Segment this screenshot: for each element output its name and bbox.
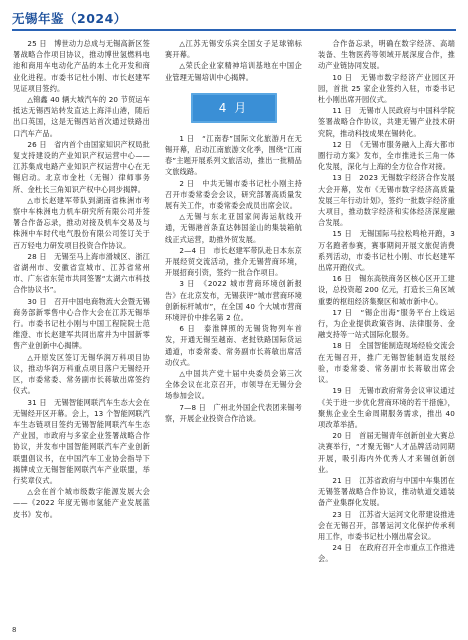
paragraph: 31 日 无锡智能网联汽车生态大会在无锡经开区开幕。会上，13 个智能网联汽车生态链项目签约无锡智能网联汽车生态产业园，市政府与多家企业签署战略合作协议，并发布中国智能网联汽车产业创新联盟倡议书，在中国汽车工业协会指导下揭牌成立无锡智能网联汽车产业联盟，举行奖章仪式。: [13, 397, 150, 485]
text-column-3: [318, 38, 455, 620]
text-column-2: [165, 38, 302, 620]
paragraph: 23 日 江苏省大运河文化带建设推进会在无锡召开，部署运河文化保护传承利用工作，市委书记杜小刚出席会议。: [318, 509, 455, 541]
paragraph: △锦鑫 40 辆大城汽车的 20 节贸运车抵达无锡西站转发直达上海洋山港，随后出口英国，这是无锡西站首次通过铁路出口汽车产品。: [13, 95, 150, 138]
paragraph: 21 日 江苏省政府与中国中车集团在无锡签署战略合作协议，推动轨道交通装备产业集群化发展。: [318, 475, 455, 508]
text-column-1: [13, 38, 150, 620]
paragraph: △中国共产党十届中央委员会第三次全体会议在北京召开，市领导在无锡分会场参加会议。: [165, 369, 302, 401]
page-header: [0, 0, 468, 32]
paragraph: 18 日 全国智能制造现场经验交流会在无锡召开，推广无锡智能制造发展经验，市委常委、常务副市长蒋敏出席会议。: [318, 341, 455, 385]
paragraph: 2—4 日 市长赵建军带队赴日本东京开展经贸交流活动，推介无锡营商环境，开展招商引资，签约一批合作项目。: [165, 245, 302, 278]
paragraph: 19 日 无锡市政府常务会议审议通过《关于进一步优化营商环境的若干措施》，聚焦企业全生命周期服务需求，推出 40 项改革举措。: [318, 386, 455, 429]
paragraph: △江苏无锡安乐宾全国女子足球锦标赛开幕。: [165, 39, 302, 60]
paragraph: 16 日 锡东高铁商务区核心区开工建设，总投资超 200 亿元，打造长三角区域重要的枢纽经济集聚区和城市新中心。: [318, 274, 455, 306]
month-heading-box: [191, 93, 277, 123]
month-heading: 4 月: [218, 101, 249, 116]
paragraph: △开原发区签订无锡华润万科项目协议，推动华润万科重点项目落户无锡经开区，市委常委、常务副市长蒋敏出席签约仪式。: [13, 352, 150, 396]
paragraph: 1 日 “江南春”国际文化旅游月在无锡开幕，启动江南旅游文化季，围绕“江南春”主题开展系列文旅活动，推出一批精品文旅线路。: [165, 133, 302, 177]
paragraph: 7—8 日 广州北外国企代表团来锡考察，开展企业投资合作洽谈。: [165, 402, 302, 423]
paragraph: 28 日 无锡至马上海市滑城区、浙江省湖州市、安徽省宣城市、江苏省常州市、广东省东莞市共同签署“太湖六市科技合作协议书”。: [13, 251, 150, 295]
yearbook-title: 无锡年鉴（2024）: [12, 11, 127, 26]
page-number: 8: [12, 626, 17, 634]
paragraph: 12 日 《无锡市服务融入上海大都市圈行动方案》发布，全市推进长三角一体化发展，深化与上海的全方位合作对接。: [318, 139, 455, 172]
header-rule: [12, 29, 456, 31]
paragraph: 13 日 2023 无锡数字经济合作发展大会开幕，发布《无锡市数字经济高质量发展三年行动计划》，签约一批数字经济重大项目，推动数字经济和实体经济深度融合发展。: [318, 173, 455, 228]
paragraph: 15 日 无锡国际马拉松鸣枪开跑，3 万名跑者参赛，赛事期间开展文旅促消费系列活动，市委书记杜小刚、市长赵建军出席开跑仪式。: [318, 229, 455, 273]
paragraph: 30 日 召开中国电商物流大会暨无锡商务部新零售中心合作大会在江苏无锡举行。市委书记杜小刚与中国工程院院士范维澄、市长赵建军共同出席并为中国新零售产业创新中心揭牌。: [13, 296, 150, 351]
paragraph: 合作备忘录，明确在数字经济、高端装备、生物医药等领域开展深度合作，推动产业链协同发展。: [318, 39, 455, 71]
paragraph: 3 日 《2022 城市营商环境创新报告》在北京发布，无锡获评“城市营商环境创新标杆城市”，在全国 40 个大城市营商环境评价中排名第 2 位。: [165, 279, 302, 323]
paragraph: △荣氏企业家精神培训基地在中国企业管理无锡培训中心揭牌。: [165, 61, 302, 82]
paragraph: 26 日 省内首个由国家知识产权局批复支持建设的产业知识产权运营中心——江苏集成电路产业知识产权运营中心在无锡启动。北京市金杜（无锡）律师事务所、金杜长三角知识产权中心同步揭牌。: [13, 139, 150, 194]
paragraph: 17 日 “锡企出海”服务平台上线运行，为企业提供政策咨询、法律服务、金融支持等一站式国际化服务。: [318, 307, 455, 340]
paragraph: △市长赵建军带队到湖南省株洲市考察中车株洲电力机车研究所有限公司并签署合作备忘录，推动对接及机车交易及与株洲中车时代电气股份有限公司签订关于百万轻电力研发项目投资合作协议。: [13, 195, 150, 250]
paragraph: 2 日 中共无锡市委书记杜小刚主持召开市委常委会会议，研究部署高质量发展有关工作，市委常委会成员出席会议。: [165, 178, 302, 211]
paragraph: △会在首个城市级数字能源发展大会——《2022 年度无锡市氢能产业发展蓝皮书》发布。: [13, 487, 150, 519]
paragraph: △无锡与东北亚国家间海运航线开通，无锡港首条直达韩国釜山的集装箱航线正式运营，助推外贸发展。: [165, 212, 302, 244]
paragraph: 6 日 泰淮牌照的无锡货物列车首发，开通无锡至越南、老挝铁路国际货运通道，市委常委、常务副市长蒋敏出席活动仪式。: [165, 324, 302, 367]
paragraph: 11 日 无锡市人民政府与中国科学院签署战略合作协议，共建无锡产业技术研究院，推动科技成果在锡转化。: [318, 106, 455, 138]
paragraph: 20 日 首届无锡青年创新创业大赛总决赛举行，“才聚无锡”人才品牌活动同期开展，吸引海内外优秀人才来锡创新创业。: [318, 431, 455, 474]
paragraph: 10 日 无锡市数字经济产业园区开园，首批 25 家企业签约入驻，市委书记杜小刚出席开园仪式。: [318, 72, 455, 105]
paragraph: 25 日 博世动力总成与无锡高新区签署战略合作项目协议，推动博世氢燃料电池和商用车电动化产品的本土化开发和商业化进程。市委书记杜小刚、市长赵建军见证项目签约。: [13, 39, 150, 93]
paragraph: 24 日 在政府召开全市重点工作推进会。: [318, 543, 455, 564]
